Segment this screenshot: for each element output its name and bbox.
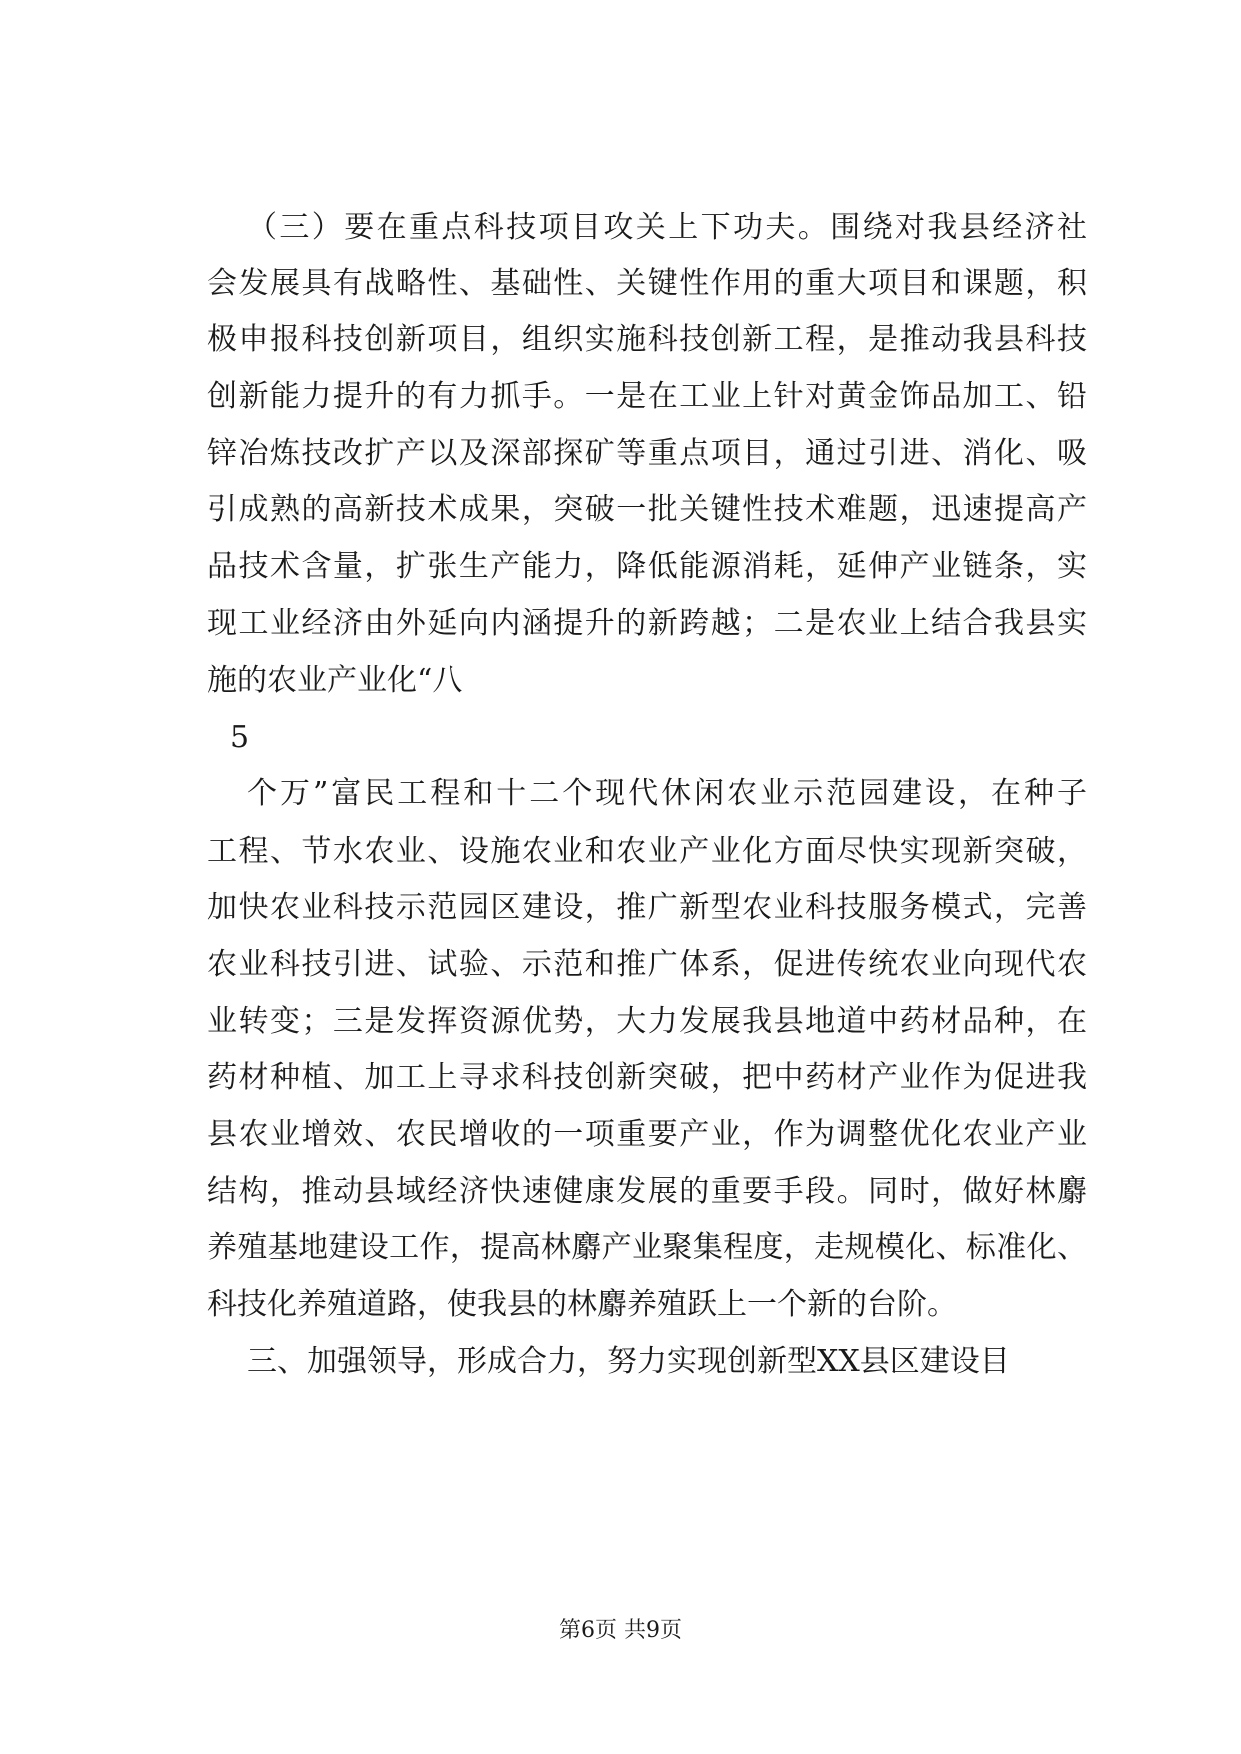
text-line: 品技术含量，扩张生产能力，降低能源消耗，延伸产业链条，实	[207, 549, 1087, 584]
text-line: 会发展具有战略性、基础性、关键性作用的重大项目和课题，积	[207, 266, 1087, 301]
text-line: 加快农业科技示范园区建设，推广新型农业科技服务模式，完善	[207, 890, 1087, 925]
section-heading: 三、加强领导，形成合力，努力实现创新型XX县区建设目	[247, 1344, 1010, 1379]
text-line: 锌冶炼技改扩产以及深部探矿等重点项目，通过引进、消化、吸	[207, 436, 1087, 471]
text-line: 养殖基地建设工作，提高林麝产业聚集程度，走规模化、标准化、	[207, 1230, 1087, 1265]
text-line: 结构，推动县域经济快速健康发展的重要手段。同时，做好林麝	[207, 1174, 1087, 1209]
text-line: 极申报科技创新项目，组织实施科技创新工程，是推动我县科技	[207, 322, 1087, 357]
text-line: 县农业增效、农民增收的一项重要产业，作为调整优化农业产业	[207, 1117, 1087, 1152]
text-line: 施的农业产业化“八	[207, 663, 463, 698]
text-line: 药材种植、加工上寻求科技创新突破，把中药材产业作为促进我	[207, 1060, 1087, 1095]
text-line: 个万”富民工程和十二个现代休闲农业示范园建设，在种子	[247, 776, 1087, 811]
text-line: 引成熟的高新技术成果，突破一批关键性技术难题，迅速提高产	[207, 492, 1087, 527]
inline-page-number: 5	[230, 720, 250, 755]
page-footer: 第6页 共9页	[559, 1618, 682, 1643]
text-line: 农业科技引进、试验、示范和推广体系，促进传统农业向现代农	[207, 947, 1087, 982]
text-line: 现工业经济由外延向内涵提升的新跨越；二是农业上结合我县实	[207, 606, 1087, 641]
text-line: 工程、节水农业、设施农业和农业产业化方面尽快实现新突破，	[207, 834, 1087, 869]
text-line: 科技化养殖道路，使我县的林麝养殖跃上一个新的台阶。	[207, 1287, 957, 1322]
text-line: （三）要在重点科技项目攻关上下功夫。围绕对我县经济社	[247, 210, 1087, 245]
text-line: 创新能力提升的有力抓手。一是在工业上针对黄金饰品加工、铅	[207, 379, 1087, 414]
text-line: 业转变；三是发挥资源优势，大力发展我县地道中药材品种，在	[207, 1004, 1087, 1039]
